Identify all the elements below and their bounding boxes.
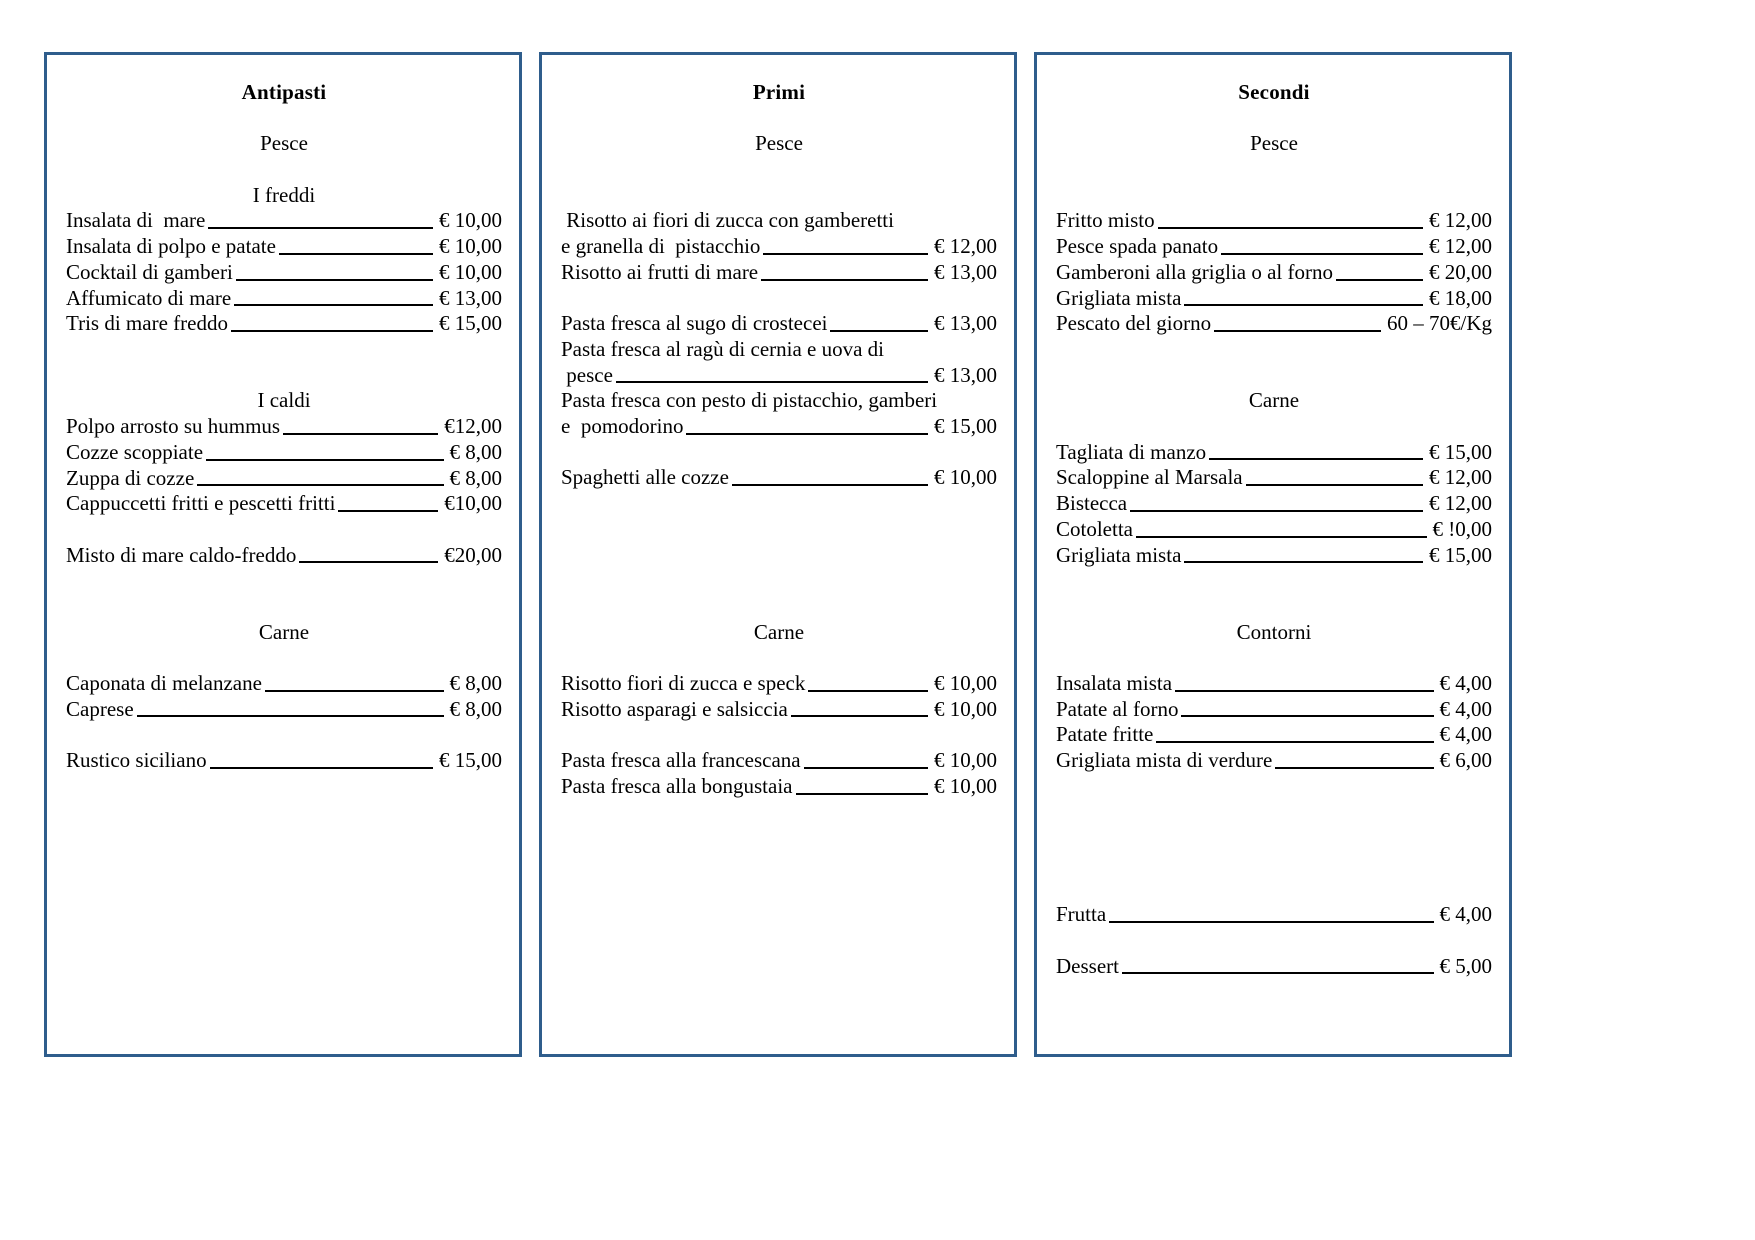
menu-item	[1056, 208, 1492, 234]
menu-item-name: Gamberoni alla griglia o al forno	[1056, 259, 1333, 284]
menu-item	[561, 465, 997, 491]
menu-item-leader	[234, 304, 433, 306]
menu-item-leader	[1130, 510, 1423, 512]
menu-item-price: € 4,00	[1439, 671, 1492, 696]
menu-item-leader	[791, 715, 928, 717]
menu-item-leader	[686, 433, 928, 435]
menu-item-name: Polpo arrosto su hummus	[66, 414, 281, 439]
menu-item	[66, 671, 502, 697]
spacer	[1056, 568, 1492, 619]
menu-item-name: Cotoletta	[1056, 516, 1133, 541]
menu-item-price: € 10,00	[934, 773, 997, 798]
menu-item	[1056, 465, 1492, 491]
menu-item-price: € 13,00	[934, 259, 997, 284]
menu-item-price: € 12,00	[1429, 208, 1492, 233]
menu-item-leader	[1184, 304, 1423, 306]
menu-item-name: Tris di mare freddo	[66, 311, 228, 336]
menu-item-price: € 18,00	[1429, 285, 1492, 310]
menu-item-price: € 8,00	[449, 465, 502, 490]
menu-item-name: Rustico siciliano	[66, 748, 207, 773]
menu-item-name: Cozze scoppiate	[66, 439, 204, 464]
menu-item-price: € 4,00	[1439, 722, 1492, 747]
menu-item	[1056, 517, 1492, 543]
menu-item-price: € 10,00	[439, 208, 502, 233]
spacer	[66, 337, 502, 388]
menu-item-name: Patate al forno	[1056, 696, 1179, 721]
menu-item	[1056, 543, 1492, 569]
menu-item	[1056, 311, 1492, 337]
column-title-antipasti: Antipasti	[241, 80, 327, 104]
spacer	[1056, 928, 1492, 954]
spacer	[561, 157, 997, 208]
menu-item-leader	[616, 381, 928, 383]
menu-item-leader	[830, 330, 928, 332]
menu-item-name: e granella di pistacchio	[561, 234, 761, 259]
menu-item-leader	[1221, 253, 1423, 255]
section-heading: I caldi	[257, 388, 311, 413]
menu-column-primi	[539, 52, 1017, 1057]
menu-item	[561, 363, 997, 389]
menu-item-name: Grigliata mista	[1056, 542, 1182, 567]
menu-item	[66, 260, 502, 286]
menu-item-leader	[763, 253, 928, 255]
menu-item-name: Patate fritte	[1056, 722, 1154, 747]
menu-item-name: Insalata di mare	[66, 208, 206, 233]
menu-item-leader	[279, 253, 433, 255]
menu-item	[66, 234, 502, 260]
menu-item-leader	[208, 227, 433, 229]
menu-item-name: Zuppa di cozze	[66, 465, 195, 490]
menu-item	[66, 286, 502, 312]
menu-item-price: € 4,00	[1439, 902, 1492, 927]
menu-item	[561, 697, 997, 723]
menu-item-name: Risotto asparagi e salsiccia	[561, 696, 788, 721]
menu-item	[561, 414, 997, 440]
menu-item-leader	[1275, 767, 1433, 769]
menu-item	[66, 466, 502, 492]
menu-item-name: Bistecca	[1056, 491, 1128, 516]
menu-item-leader	[761, 279, 928, 281]
menu-item-name: Risotto fiori di zucca e speck	[561, 671, 806, 696]
section-heading: I freddi	[252, 182, 316, 207]
menu-item-leader	[796, 793, 929, 795]
spacer	[1056, 645, 1492, 671]
menu-item-name: Cappuccetti fritti e pescetti fritti	[66, 491, 336, 516]
menu-item-leader	[1336, 279, 1423, 281]
menu-item-price: € 20,00	[1429, 259, 1492, 284]
menu-item-name: Risotto ai frutti di mare	[561, 259, 759, 284]
menu-item	[1056, 440, 1492, 466]
menu-item-leader	[210, 767, 433, 769]
menu-column-secondi	[1034, 52, 1512, 1057]
menu-item	[561, 774, 997, 800]
menu-text-line: Risotto ai fiori di zucca con gamberetti	[561, 208, 894, 233]
menu-item-name: Spaghetti alle cozze	[561, 465, 729, 490]
menu-item	[66, 748, 502, 774]
menu-item-price: € 15,00	[934, 414, 997, 439]
menu-item-leader	[1184, 561, 1423, 563]
menu-item-price: € 6,00	[1439, 748, 1492, 773]
menu-item-price: € 10,00	[934, 748, 997, 773]
menu-item	[66, 543, 502, 569]
menu-item-name: Caprese	[66, 696, 134, 721]
spacer	[561, 491, 997, 620]
menu-item-price: € 13,00	[439, 285, 502, 310]
menu-item-leader	[265, 690, 444, 692]
menu-item-name: Insalata di polpo e patate	[66, 234, 276, 259]
menu-item-price: € 12,00	[1429, 234, 1492, 259]
menu-item-price: € 8,00	[449, 696, 502, 721]
menu-item-leader	[206, 459, 443, 461]
menu-item-name: Dessert	[1056, 953, 1119, 978]
column-title-secondi: Secondi	[1238, 80, 1310, 104]
menu-item-price: € 8,00	[449, 439, 502, 464]
menu-item-price: € 10,00	[934, 696, 997, 721]
menu-item-leader	[236, 279, 433, 281]
menu-item	[561, 260, 997, 286]
menu-item-price: € 10,00	[439, 234, 502, 259]
menu-item	[561, 311, 997, 337]
menu-item-leader	[231, 330, 433, 332]
section-heading: Carne	[753, 619, 805, 644]
menu-item-leader	[732, 484, 928, 486]
menu-item-name: Frutta	[1056, 902, 1107, 927]
menu-item-price: €10,00	[444, 491, 502, 516]
menu-item-price: €12,00	[444, 414, 502, 439]
menu-item-price: € 10,00	[439, 259, 502, 284]
menu-item-price: € 12,00	[1429, 465, 1492, 490]
menu-item-name: Fritto misto	[1056, 208, 1155, 233]
menu-item-name: Grigliata mista di verdure	[1056, 748, 1273, 773]
menu-item-name: Pescato del giorno	[1056, 311, 1212, 336]
menu-item-price: € 15,00	[439, 748, 502, 773]
menu-item-name: Cocktail di gamberi	[66, 259, 233, 284]
spacer	[66, 722, 502, 748]
menu-item	[1056, 722, 1492, 748]
menu-columns	[44, 52, 1512, 1057]
menu-item-leader	[299, 561, 438, 563]
menu-item-name: Pasta fresca al sugo di crostecei	[561, 311, 828, 336]
menu-item-name: Misto di mare caldo-freddo	[66, 542, 297, 567]
menu-item-price: € 10,00	[934, 465, 997, 490]
menu-item	[1056, 260, 1492, 286]
spacer	[1056, 337, 1492, 388]
menu-item	[66, 491, 502, 517]
menu-item-leader	[1181, 715, 1433, 717]
menu-item	[66, 208, 502, 234]
menu-item-name: Pasta fresca alla francescana	[561, 748, 801, 773]
spacer	[1056, 774, 1492, 903]
menu-item	[66, 440, 502, 466]
menu-item-price: € 15,00	[1429, 542, 1492, 567]
menu-item-price: € 4,00	[1439, 696, 1492, 721]
menu-item-leader	[808, 690, 928, 692]
spacer	[1056, 157, 1492, 208]
menu-item-name: Grigliata mista	[1056, 285, 1182, 310]
section-heading: Pesce	[260, 131, 308, 156]
menu-item	[1056, 902, 1492, 928]
menu-item-leader	[197, 484, 443, 486]
menu-item-leader	[283, 433, 438, 435]
menu-item-price: 60 – 70€/Kg	[1387, 311, 1492, 336]
section-heading: Pesce	[755, 131, 803, 156]
column-body-antipasti	[66, 106, 502, 774]
menu-item-price: € 13,00	[934, 362, 997, 387]
menu-item-price: €20,00	[444, 542, 502, 567]
spacer	[66, 645, 502, 671]
menu-item	[561, 234, 997, 260]
menu-item-leader	[1156, 741, 1433, 743]
menu-item-leader	[1122, 972, 1434, 974]
menu-item-price: € 12,00	[934, 234, 997, 259]
spacer	[561, 722, 997, 748]
menu-item	[66, 414, 502, 440]
section-heading: Carne	[1248, 388, 1300, 413]
spacer	[66, 106, 502, 132]
menu-item-price: € 15,00	[439, 311, 502, 336]
menu-item-price: € 5,00	[1439, 953, 1492, 978]
menu-item	[1056, 697, 1492, 723]
menu-item-leader	[1209, 458, 1423, 460]
menu-item-name: Pesce spada panato	[1056, 234, 1219, 259]
menu-item	[1056, 748, 1492, 774]
menu-item-leader	[137, 715, 444, 717]
spacer	[561, 106, 997, 132]
spacer	[66, 517, 502, 543]
spacer	[66, 157, 502, 183]
spacer	[1056, 106, 1492, 132]
section-heading: Carne	[258, 619, 310, 644]
column-body-primi	[561, 106, 997, 800]
menu-item	[561, 748, 997, 774]
menu-item-price: € 13,00	[934, 311, 997, 336]
menu-item	[66, 697, 502, 723]
spacer	[561, 645, 997, 671]
menu-item-leader	[1214, 330, 1381, 332]
menu-text-line: Pasta fresca con pesto di pistacchio, gamberi	[561, 388, 938, 413]
column-title-primi: Primi	[752, 80, 806, 104]
menu-item	[1056, 954, 1492, 980]
menu-item-price: € 8,00	[449, 671, 502, 696]
menu-item-name: Insalata mista	[1056, 671, 1173, 696]
menu-item-name: Pasta fresca alla bongustaia	[561, 773, 793, 798]
menu-item-name: pesce	[561, 362, 613, 387]
menu-item-name: Scaloppine al Marsala	[1056, 465, 1243, 490]
menu-item	[1056, 491, 1492, 517]
menu-item-price: € !0,00	[1432, 516, 1492, 541]
column-body-secondi	[1056, 106, 1492, 980]
menu-column-antipasti	[44, 52, 522, 1057]
menu-item-leader	[1158, 227, 1423, 229]
menu-item-leader	[1175, 690, 1433, 692]
menu-item	[561, 671, 997, 697]
menu-item-leader	[1109, 921, 1433, 923]
spacer	[66, 568, 502, 619]
menu-item-name: Tagliata di manzo	[1056, 439, 1207, 464]
menu-item-price: € 10,00	[934, 671, 997, 696]
menu-item-name: e pomodorino	[561, 414, 684, 439]
menu-item-leader	[1136, 536, 1427, 538]
menu-item	[1056, 671, 1492, 697]
section-heading: Contorni	[1236, 619, 1312, 644]
spacer	[561, 286, 997, 312]
spacer	[1056, 414, 1492, 440]
menu-item-leader	[338, 510, 438, 512]
menu-item-price: € 15,00	[1429, 439, 1492, 464]
menu-text-line: Pasta fresca al ragù di cernia e uova di	[561, 336, 885, 361]
menu-item-leader	[804, 767, 928, 769]
menu-item-name: Caponata di melanzane	[66, 671, 262, 696]
menu-item	[66, 311, 502, 337]
spacer	[561, 440, 997, 466]
menu-item	[1056, 234, 1492, 260]
menu-item-leader	[1246, 484, 1423, 486]
menu-item-name: Affumicato di mare	[66, 285, 232, 310]
menu-item-price: € 12,00	[1429, 491, 1492, 516]
section-heading: Pesce	[1250, 131, 1298, 156]
menu-item	[1056, 286, 1492, 312]
